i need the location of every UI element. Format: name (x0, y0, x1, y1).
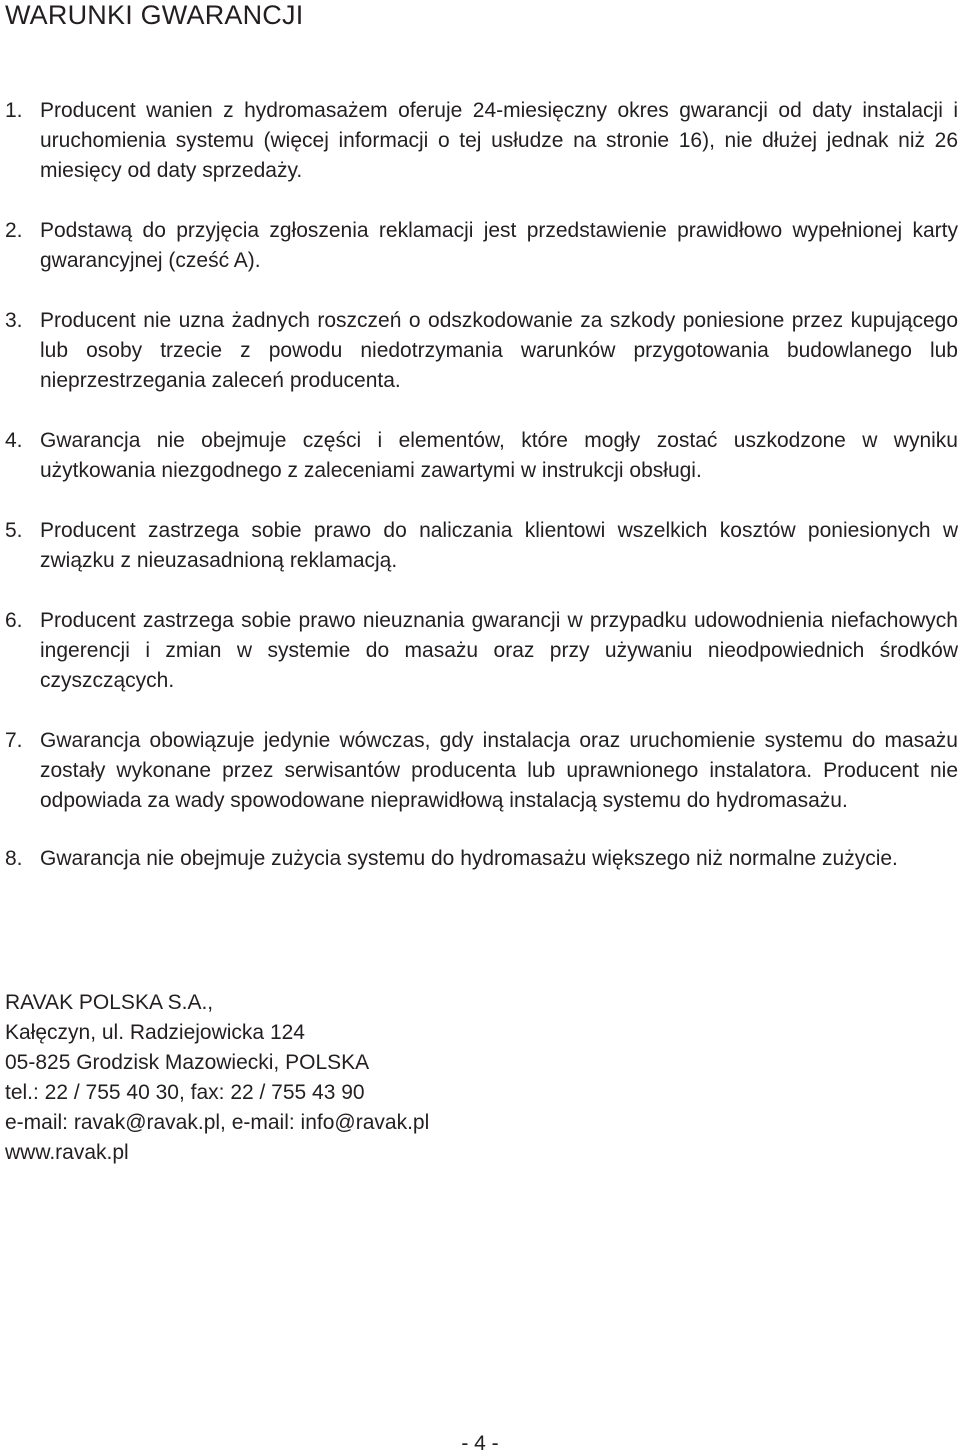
company-city: 05-825 Grodzisk Mazowiecki, POLSKA (5, 1051, 370, 1074)
term-text: Producent nie uzna żadnych roszczeń o odszkodowanie za szkody poniesione przez kupującego lub osoby trzecie z powodu niedotrzymania warunków przygotowania budowlanego lub nieprzestrzegania zaleceń producenta. (40, 309, 958, 392)
term-item (5, 96, 958, 186)
company-email: e-mail: ravak@ravak.pl, e-mail: info@ravak.pl (5, 1111, 430, 1134)
term-text: Gwarancja nie obejmuje części i elementów, które mogły zostać uszkodzone w wyniku użytkowania niezgodnego z zaleceniami zawartymi w instrukcji obsługi. (40, 429, 958, 482)
term-text: Gwarancja nie obejmuje zużycia systemu do hydromasażu większego niż normalne zużycie. (40, 847, 898, 870)
company-phone: tel.: 22 / 755 40 30, fax: 22 / 755 43 90 (5, 1081, 365, 1104)
company-address-block (5, 988, 429, 1168)
company-website: www.ravak.pl (5, 1141, 129, 1164)
term-text: Gwarancja obowiązuje jedynie wówczas, gdy instalacja oraz uruchomienie systemu do masażu zostały wykonane przez serwisantów producenta lub uprawnionego instalatora. Producent nie odpowiada za wady spowodowane nieprawidłową instalacją systemu do hydromasażu. (40, 729, 958, 812)
term-item (5, 216, 958, 276)
term-item (5, 844, 958, 874)
term-text: Podstawą do przyjęcia zgłoszenia reklamacji jest przedstawienie prawidłowo wypełnionej karty gwarancyjnej (cześć A). (40, 219, 958, 272)
term-number: 6. (5, 609, 23, 632)
term-number: 2. (5, 219, 23, 242)
term-text: Producent zastrzega sobie prawo do naliczania klientowi wszelkich kosztów poniesionych w związku z nieuzasadnioną reklamacją. (40, 519, 958, 572)
company-street: Kałęczyn, ul. Radziejowicka 124 (5, 1021, 305, 1044)
term-number: 5. (5, 519, 23, 542)
term-item (5, 516, 958, 576)
term-number: 8. (5, 847, 23, 870)
warranty-terms-list (5, 96, 958, 874)
page-title: WARUNKI GWARANCJI (5, 0, 304, 30)
term-item (5, 426, 958, 486)
term-item (5, 306, 958, 396)
term-text: Producent wanien z hydromasażem oferuje 24-miesięczny okres gwarancji od daty instalacji i uruchomienia systemu (więcej informacji o tej usłudze na stronie 16), nie dłużej jednak niż 26 miesięcy od daty sprzedaży. (40, 99, 958, 182)
term-item (5, 726, 958, 816)
term-number: 1. (5, 99, 23, 122)
term-text: Producent zastrzega sobie prawo nieuznania gwarancji w przypadku udowodnienia niefachowych ingerencji i zmian w systemie do masażu oraz przy używaniu nieodpowiednich środków czyszczących. (40, 609, 958, 692)
term-number: 4. (5, 429, 23, 452)
term-item (5, 606, 958, 696)
term-number: 7. (5, 729, 23, 752)
term-number: 3. (5, 309, 23, 332)
company-name: RAVAK POLSKA S.A., (5, 991, 214, 1014)
page-number: - 4 - (461, 1432, 499, 1455)
